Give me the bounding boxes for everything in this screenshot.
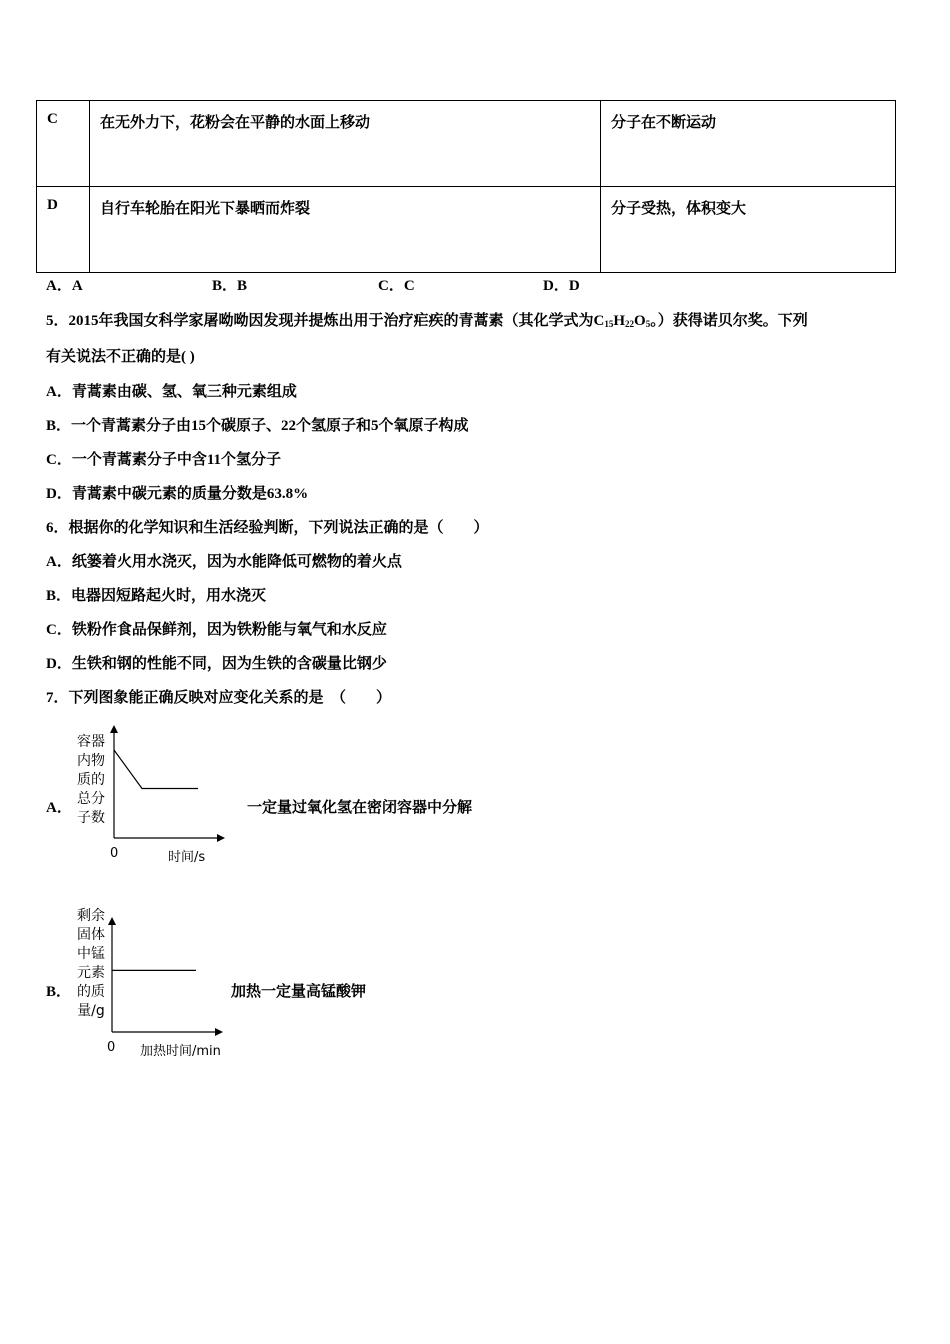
- graph-a-xlabel: 时间/s: [168, 850, 206, 865]
- graph-b-label[interactable]: B．: [46, 984, 72, 1000]
- q6-option-c[interactable]: C．铁粉作食品保鲜剂，因为铁粉能与氧气和水反应: [46, 622, 387, 638]
- graph-b-origin: 0: [107, 1040, 116, 1055]
- graph-b-x-arrow: [215, 1028, 223, 1036]
- graph-a-origin: 0: [110, 846, 119, 861]
- graph-b-description: 加热一定量高锰酸钾: [231, 984, 367, 1000]
- graph-a-description: 一定量过氧化氢在密闭容器中分解: [247, 800, 473, 816]
- options-table: [36, 100, 896, 273]
- explanation-cell: 分子在不断运动: [601, 101, 896, 187]
- explanation-cell: 分子受热，体积变大: [601, 187, 896, 273]
- table-row: [37, 101, 896, 187]
- q4-choice-a[interactable]: A．A: [46, 278, 83, 294]
- graph-b-ylabel: 剩余固体中锰元素的质量/g: [77, 908, 105, 1019]
- option-letter: C: [37, 101, 90, 187]
- q5-stem-line2: 有关说法不正确的是( ): [46, 349, 195, 365]
- option-letter: D: [37, 187, 90, 273]
- q5-option-c[interactable]: C．一个青蒿素分子中含11个氢分子: [46, 452, 282, 468]
- q5-o: O: [634, 313, 646, 329]
- graph-b-y-arrow: [108, 917, 116, 925]
- q4-choice-d[interactable]: D．D: [543, 278, 580, 294]
- graph-b-xlabel: 加热时间/min: [140, 1044, 221, 1059]
- q6-option-d[interactable]: D．生铁和钢的性能不同，因为生铁的含碳量比钢少: [46, 656, 387, 672]
- graph-a-x-arrow: [217, 834, 225, 842]
- graph-a-chart: [100, 724, 230, 844]
- graph-a-y-arrow: [110, 725, 118, 733]
- table-row: [37, 187, 896, 273]
- q5-sub-22: 22: [625, 319, 635, 329]
- q5-stem-text: 5．2015年我国女科学家屠呦呦因发现并提炼出用于治疗疟疾的青蒿素（其化学式为C: [46, 313, 605, 329]
- graph-a-series-line: [114, 750, 198, 789]
- q6-stem: 6．根据你的化学知识和生活经验判断，下列说法正确的是（ ）: [46, 520, 489, 536]
- q5-sub-15: 15: [604, 319, 614, 329]
- graph-a-label[interactable]: A．: [46, 800, 72, 816]
- graph-b-chart: [98, 916, 228, 1038]
- q5-option-b[interactable]: B．一个青蒿素分子由15个碳原子、22个氢原子和5个氧原子构成: [46, 418, 469, 434]
- q6-option-a[interactable]: A．纸篓着火用水浇灭，因为水能降低可燃物的着火点: [46, 554, 402, 570]
- q4-choice-c[interactable]: C．C: [378, 278, 415, 294]
- q4-choice-b[interactable]: B．B: [212, 278, 248, 294]
- q5-sub-5: 5: [645, 319, 651, 329]
- phenomenon-cell: 自行车轮胎在阳光下暴晒而炸裂: [90, 187, 601, 273]
- q7-stem: 7．下列图象能正确反映对应变化关系的是 （ ）: [46, 690, 392, 706]
- q5-h: H: [613, 313, 626, 329]
- q6-option-b[interactable]: B．电器因短路起火时，用水浇灭: [46, 588, 267, 604]
- q5-option-a[interactable]: A．青蒿素由碳、氢、氧三种元素组成: [46, 384, 297, 400]
- q5-stem: [46, 309, 808, 330]
- q5-stem-tail: 。）获得诺贝尔奖。下列: [650, 313, 808, 329]
- graph-a-ylabel: 容器内物质的总分子数: [77, 734, 105, 826]
- phenomenon-cell: 在无外力下，花粉会在平静的水面上移动: [90, 101, 601, 187]
- q5-option-d[interactable]: D．青蒿素中碳元素的质量分数是63.8%: [46, 486, 309, 502]
